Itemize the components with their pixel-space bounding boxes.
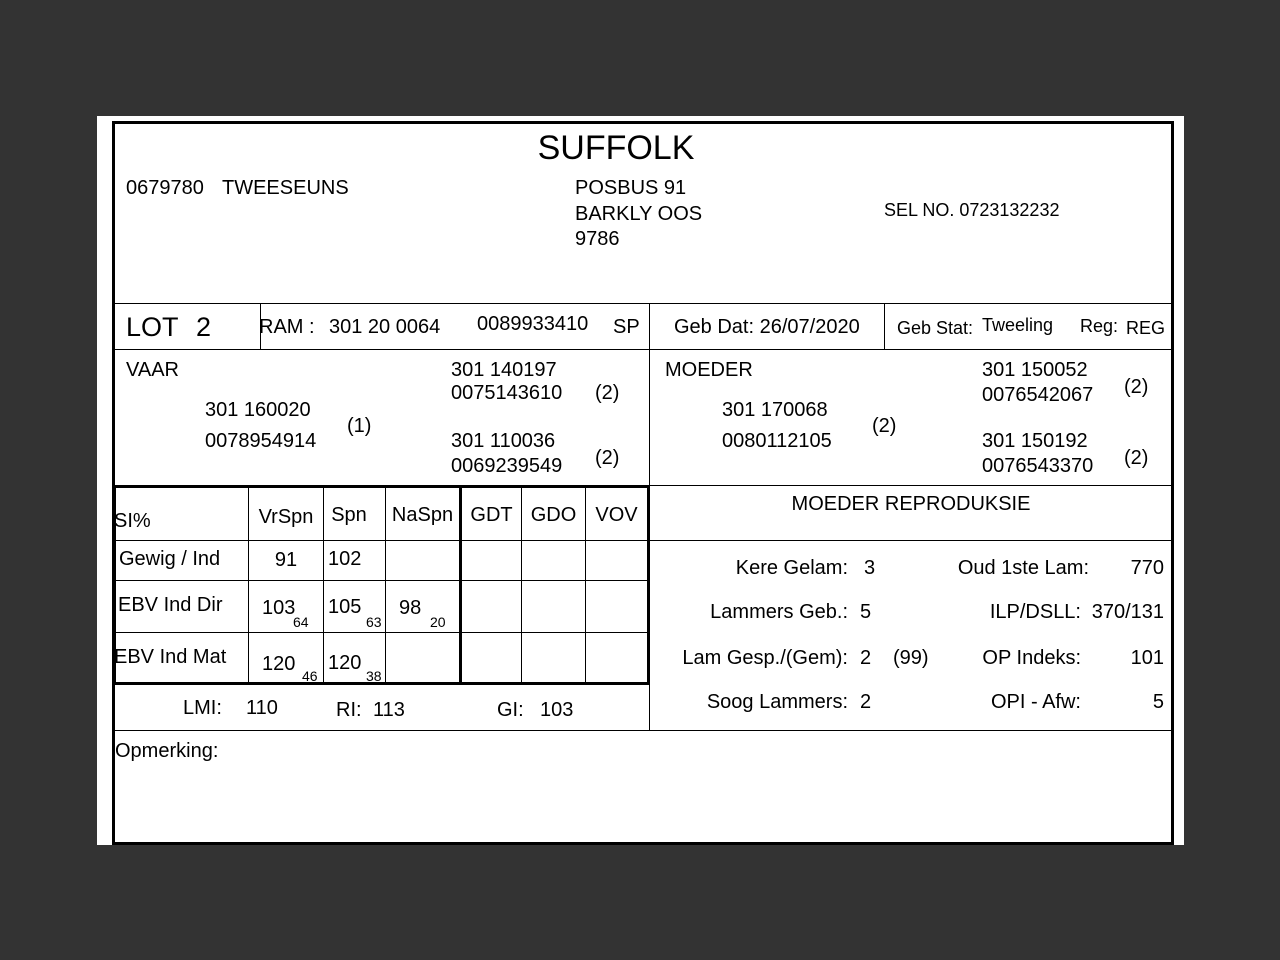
lammers-geb-label: Lammers Geb.: [710, 601, 848, 623]
divider-table-row1 [115, 580, 650, 581]
ram-type: SP [613, 316, 640, 338]
lam-gesp-gem-value: (99) [893, 647, 929, 669]
sire-mark: (1) [347, 415, 372, 437]
op-indeks-value: 101 [1130, 647, 1164, 669]
dam-label: MOEDER [665, 359, 753, 381]
kere-gelam-value: 3 [864, 557, 876, 579]
divider-lot [115, 349, 1172, 350]
birth-date: Geb Dat: 26/07/2020 [674, 316, 860, 338]
opi-afw-label: OPI - Afw: [990, 691, 1081, 713]
dam-dam-id: 301 150192 [982, 430, 1088, 452]
kere-gelam-label: Kere Gelam: [735, 557, 848, 579]
ebv-dir-naspn: 98 [399, 597, 422, 619]
ri-label: RI: [336, 699, 362, 721]
owner-name: TWEESEUNS [222, 177, 349, 199]
ebv-dir-spn-accuracy: 63 [366, 614, 382, 630]
ebv-dir-spn: 105 [328, 596, 362, 618]
dam-id: 301 170068 [722, 399, 828, 421]
oud-1ste-lam-label: Oud 1ste Lam: [957, 557, 1089, 579]
ebv-mat-spn-accuracy: 38 [366, 668, 382, 684]
gewig-vrspn: 91 [274, 549, 298, 571]
owner-number: 0679780 [126, 177, 204, 199]
dam-sire-mark: (2) [1124, 376, 1149, 398]
dam-mark: (2) [872, 415, 897, 437]
sire-label: VAAR [126, 359, 179, 381]
lam-gesp-label: Lam Gesp./(Gem): [682, 647, 848, 669]
breed-title: SUFFOLK [537, 129, 695, 167]
soog-lammers-label: Soog Lammers: [706, 691, 848, 713]
lot-label: LOT [126, 312, 179, 342]
divider-table-row2 [115, 632, 650, 633]
lot-number: 2 [196, 312, 212, 342]
sire-dam-mark: (2) [595, 447, 620, 469]
table-header-spn: Spn [331, 504, 367, 526]
opi-afw-value: 5 [1152, 691, 1164, 713]
sire-id: 301 160020 [205, 399, 311, 421]
ebv-mat-spn: 120 [328, 652, 362, 674]
divider-table-header [115, 540, 1172, 541]
dam-sire-id: 301 150052 [982, 359, 1088, 381]
ebv-mat-vrspn: 120 [262, 653, 296, 675]
gi-label: GI: [497, 699, 524, 721]
divider-header [115, 303, 1172, 304]
divider-moeder-repro [650, 485, 1172, 486]
ri-value: 113 [373, 699, 405, 721]
dam-dam-code: 0076543370 [982, 455, 1094, 477]
sire-dam-code: 0069239549 [451, 455, 563, 477]
reg-value: REG [1126, 318, 1166, 338]
sire-sire-mark: (2) [595, 382, 620, 404]
gi-value: 103 [540, 699, 574, 721]
address-line-3: 9786 [575, 228, 620, 250]
table-header-gdo: GDO [530, 504, 577, 526]
row-label-gewig: Gewig / Ind [119, 548, 221, 570]
ebv-dir-naspn-accuracy: 20 [430, 614, 446, 630]
dam-code: 0080112105 [722, 430, 832, 452]
sire-code: 0078954914 [205, 430, 317, 452]
divider-gebdat-stat [884, 303, 885, 349]
ebv-mat-vrspn-accuracy: 46 [302, 668, 318, 684]
sire-sire-id: 301 140197 [451, 359, 557, 381]
ilp-dsll-value: 370/131 [1091, 601, 1164, 623]
ilp-dsll-label: ILP/DSLL: [989, 601, 1081, 623]
table-header-vov: VOV [595, 504, 638, 526]
lammers-geb-value: 5 [860, 601, 872, 623]
row-label-ebv-mat: EBV Ind Mat [114, 646, 227, 668]
ebv-dir-vrspn-accuracy: 64 [293, 614, 309, 630]
ram-label: RAM : [259, 316, 315, 338]
sire-dam-id: 301 110036 [451, 430, 556, 452]
table-header-si: SI% [114, 510, 151, 532]
repro-title: MOEDER REPRODUKSIE [791, 493, 1031, 515]
table-header-naspn: NaSpn [391, 504, 454, 526]
dam-sire-code: 0076542067 [982, 384, 1094, 406]
birth-status-label: Geb Stat: [897, 318, 974, 338]
gewig-spn: 102 [328, 548, 362, 570]
ebv-dir-vrspn: 103 [262, 597, 296, 619]
divider-indices [115, 730, 1172, 731]
address-line-1: POSBUS 91 [575, 177, 687, 199]
address-line-2: BARKLY OOS [575, 203, 703, 225]
ram-code: 0089933410 [477, 313, 589, 335]
birth-status: Tweeling [982, 315, 1054, 335]
dam-dam-mark: (2) [1124, 447, 1149, 469]
row-label-ebv-dir: EBV Ind Dir [118, 594, 223, 616]
oud-1ste-lam-value: 770 [1130, 557, 1164, 579]
lmi-value: 110 [246, 697, 278, 719]
reg-label: Reg: [1080, 316, 1119, 336]
remarks-label: Opmerking: [115, 740, 219, 762]
soog-lammers-value: 2 [860, 691, 872, 713]
ram-id: 301 20 0064 [329, 316, 441, 338]
ram-lot-card [112, 121, 1174, 845]
op-indeks-label: OP Indeks: [982, 647, 1081, 669]
table-header-gdt: GDT [470, 504, 513, 526]
table-header-vrspn: VrSpn [258, 506, 314, 528]
sire-sire-code: 0075143610 [451, 382, 563, 404]
table-right-border [647, 485, 650, 685]
lam-gesp-value: 2 [860, 647, 872, 669]
sel-number: SEL NO. 0723132232 [884, 200, 1060, 220]
lmi-label: LMI: [183, 697, 222, 719]
divider-pedigree-table [113, 485, 650, 488]
